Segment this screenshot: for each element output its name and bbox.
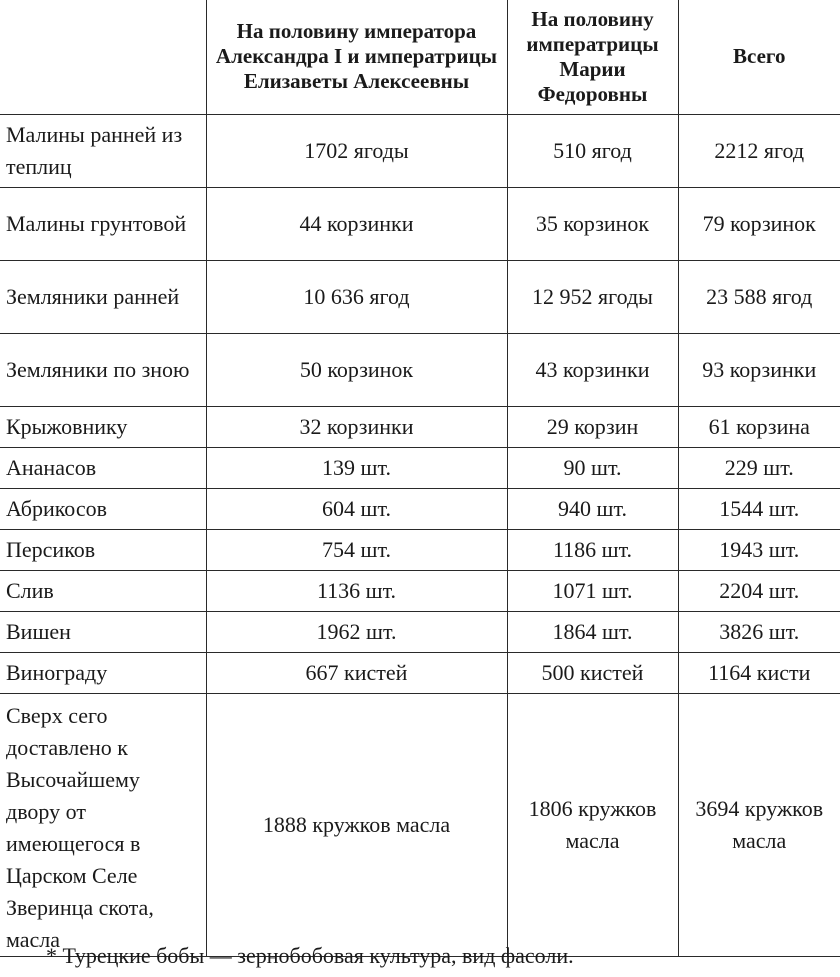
cell-alexander: 667 кистей <box>206 652 507 693</box>
table-row <box>0 570 840 611</box>
header-total: Всего <box>678 0 840 114</box>
cell-alexander: 1888 кружков масла <box>206 693 507 956</box>
cell-alexander: 139 шт. <box>206 447 507 488</box>
cell-maria: 90 шт. <box>507 447 678 488</box>
cell-total: 1164 кисти <box>678 652 840 693</box>
table-row <box>0 447 840 488</box>
cell-alexander: 604 шт. <box>206 488 507 529</box>
cell-maria: 43 корзинки <box>507 333 678 406</box>
row-label: Малины ранней из теплиц <box>0 114 206 187</box>
row-label: Слив <box>0 570 206 611</box>
row-label: Малины грунтовой <box>0 187 206 260</box>
cell-alexander: 32 корзинки <box>206 406 507 447</box>
cell-total: 229 шт. <box>678 447 840 488</box>
table-row <box>0 406 840 447</box>
row-label: Персиков <box>0 529 206 570</box>
table-header-row <box>0 0 840 114</box>
cell-total: 3826 шт. <box>678 611 840 652</box>
header-maria-half: На половину императрицы Марии Федоровны <box>507 0 678 114</box>
cell-maria: 29 корзин <box>507 406 678 447</box>
footnote: * Турецкие бобы — зернобобовая культура, вид фасоли. <box>46 943 574 968</box>
cell-total: 1943 шт. <box>678 529 840 570</box>
cell-total: 3694 кружков масла <box>678 693 840 956</box>
cell-total: 93 корзинки <box>678 333 840 406</box>
cell-maria: 500 кистей <box>507 652 678 693</box>
cell-maria: 510 ягод <box>507 114 678 187</box>
table-row <box>0 260 840 333</box>
cell-total: 2204 шт. <box>678 570 840 611</box>
row-label: Абрикосов <box>0 488 206 529</box>
table-row <box>0 652 840 693</box>
cell-maria: 1186 шт. <box>507 529 678 570</box>
cell-alexander: 10 636 ягод <box>206 260 507 333</box>
cell-alexander: 1962 шт. <box>206 611 507 652</box>
cell-maria: 12 952 ягоды <box>507 260 678 333</box>
table-row <box>0 488 840 529</box>
cell-total: 1544 шт. <box>678 488 840 529</box>
row-label: Ананасов <box>0 447 206 488</box>
row-label: Винограду <box>0 652 206 693</box>
cell-maria: 940 шт. <box>507 488 678 529</box>
cell-maria: 1864 шт. <box>507 611 678 652</box>
cell-total: 2212 ягод <box>678 114 840 187</box>
table-row <box>0 611 840 652</box>
row-label: Сверх сего доставлено к Высочайшему двору от имеющегося в Царском Селе Зверинца скота, масла <box>0 693 206 956</box>
table-row <box>0 114 840 187</box>
row-label: Крыжовнику <box>0 406 206 447</box>
cell-alexander: 44 корзинки <box>206 187 507 260</box>
cell-maria: 35 корзинок <box>507 187 678 260</box>
cell-total: 23 588 ягод <box>678 260 840 333</box>
cell-alexander: 50 корзинок <box>206 333 507 406</box>
cell-total: 61 корзина <box>678 406 840 447</box>
header-alexander-half: На половину императора Александра I и императрицы Елизаветы Алексеевны <box>206 0 507 114</box>
row-label: Земляники ранней <box>0 260 206 333</box>
cell-total: 79 корзинок <box>678 187 840 260</box>
cell-alexander: 754 шт. <box>206 529 507 570</box>
row-label: Земляники по зною <box>0 333 206 406</box>
table-row <box>0 529 840 570</box>
header-empty-cell <box>0 0 206 114</box>
cell-maria: 1806 кружков масла <box>507 693 678 956</box>
cell-maria: 1071 шт. <box>507 570 678 611</box>
table-row <box>0 333 840 406</box>
cell-alexander: 1136 шт. <box>206 570 507 611</box>
cell-alexander: 1702 ягоды <box>206 114 507 187</box>
table-row <box>0 187 840 260</box>
table-row <box>0 693 840 956</box>
row-label: Вишен <box>0 611 206 652</box>
